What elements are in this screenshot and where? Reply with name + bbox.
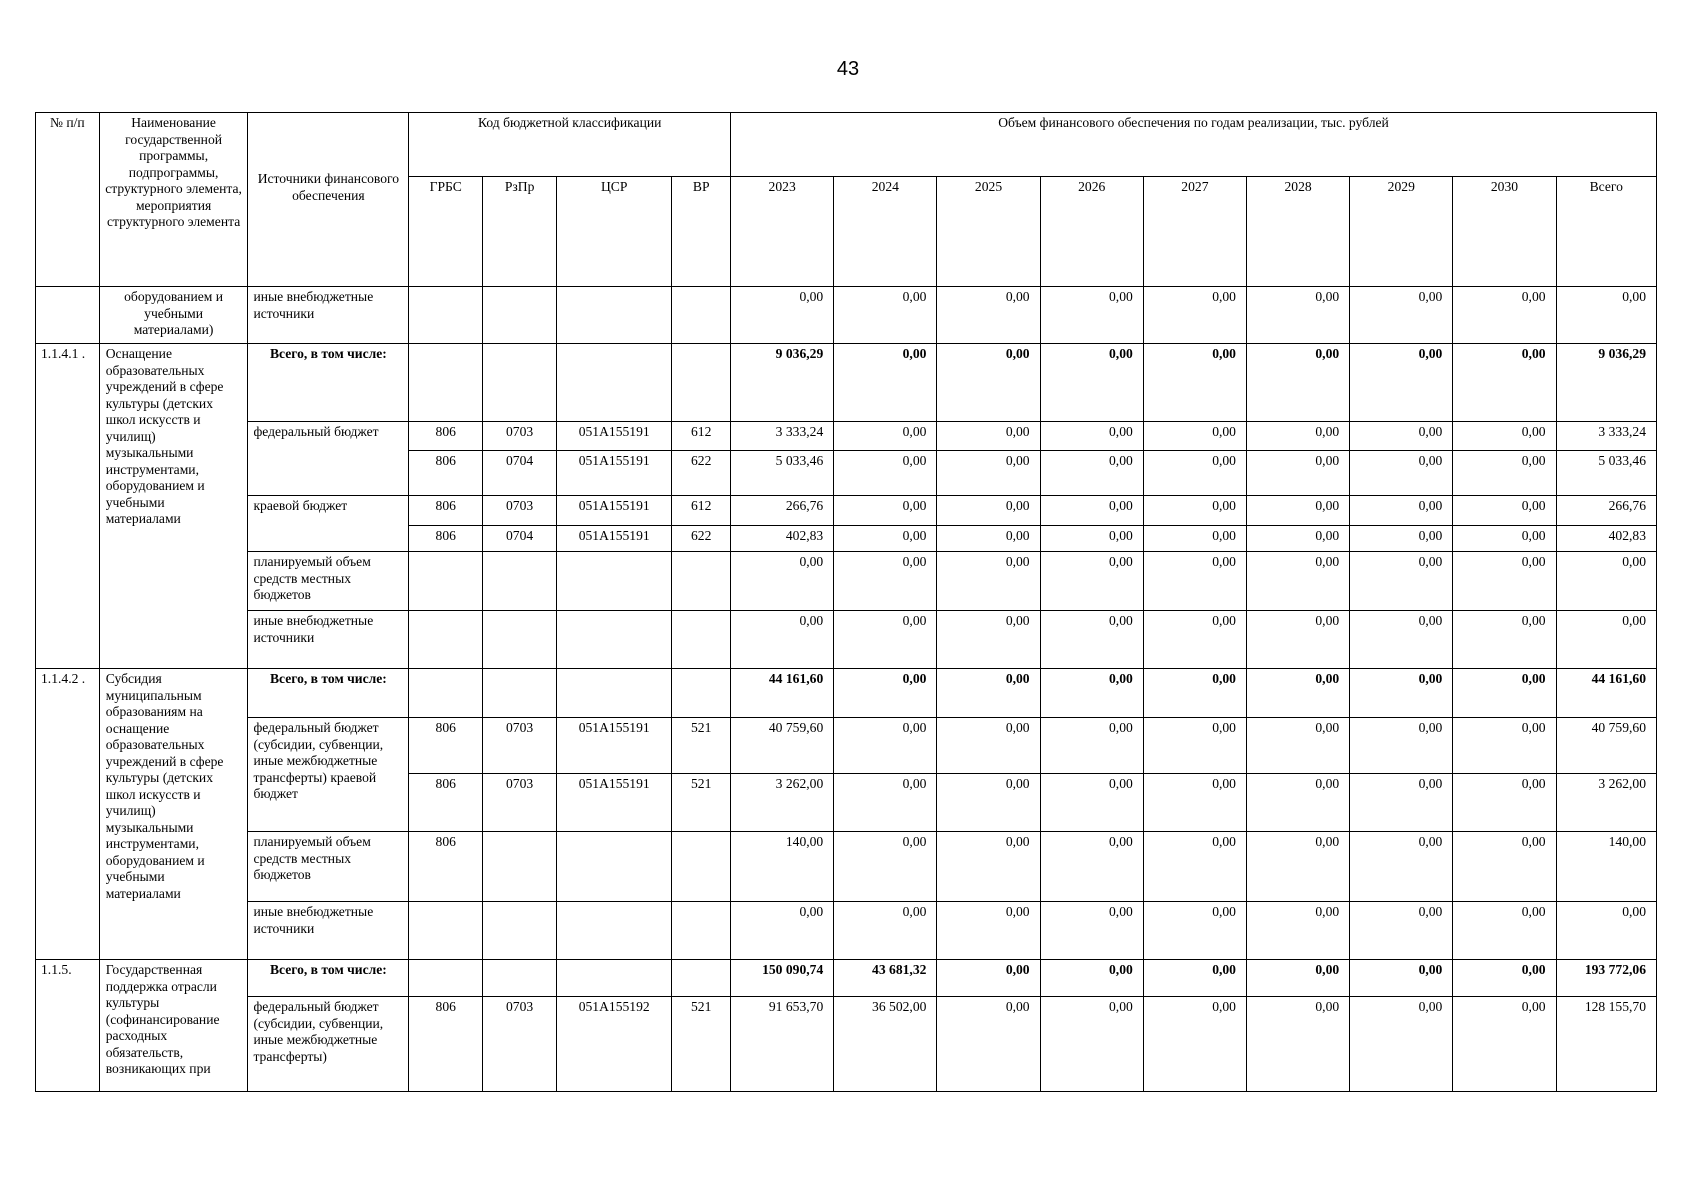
- row-source: планируемый объем средств местных бюджетов: [248, 552, 409, 611]
- value-2023: 3 262,00: [731, 774, 834, 832]
- value-2024: 0,00: [834, 344, 937, 422]
- value-2029: 0,00: [1350, 774, 1453, 832]
- value-2027: 0,00: [1143, 526, 1246, 552]
- value-2023: 5 033,46: [731, 451, 834, 496]
- row-grbs: 806: [409, 451, 483, 496]
- value-2025: 0,00: [937, 344, 1040, 422]
- value-2026: 0,00: [1040, 669, 1143, 718]
- value-2028: 0,00: [1246, 669, 1349, 718]
- value-2028: 0,00: [1246, 422, 1349, 451]
- row-source: федеральный бюджет: [248, 422, 409, 496]
- row-rzpr: 0704: [483, 526, 557, 552]
- value-2026: 0,00: [1040, 526, 1143, 552]
- row-grbs: 806: [409, 997, 483, 1092]
- value-2030: 0,00: [1453, 552, 1556, 611]
- row-grbs: [409, 287, 483, 344]
- value-2028: 0,00: [1246, 774, 1349, 832]
- row-rzpr: [483, 960, 557, 997]
- value-2024: 36 502,00: [834, 997, 937, 1092]
- row-vr: 612: [672, 496, 731, 526]
- row-name: Оснащение образовательных учреждений в сфере культуры (детских школ искусств и училищ) музыкальными инструментами, оборудованием и учебными материалами: [99, 344, 248, 669]
- row-csr: 051A155192: [557, 997, 672, 1092]
- row-source: федеральный бюджет (субсидии, субвенции, иные межбюджетные трансферты): [248, 997, 409, 1092]
- value-2028: 0,00: [1246, 287, 1349, 344]
- value-2026: 0,00: [1040, 344, 1143, 422]
- row-name: Субсидия муниципальным образованиям на оснащение образовательных учреждений в сфере культуры (детских школ искусств и училищ) музыкальными инструментами, оборудованием и учебными материалами: [99, 669, 248, 960]
- row-grbs: 806: [409, 718, 483, 774]
- row-rzpr: [483, 344, 557, 422]
- row-csr: [557, 611, 672, 669]
- row-grbs: 806: [409, 496, 483, 526]
- value-2030: 0,00: [1453, 496, 1556, 526]
- table-row: [36, 496, 1657, 526]
- value-2028: 0,00: [1246, 496, 1349, 526]
- value-2024: 0,00: [834, 774, 937, 832]
- value-2027: 0,00: [1143, 496, 1246, 526]
- value-2027: 0,00: [1143, 902, 1246, 960]
- row-csr: 051A155191: [557, 422, 672, 451]
- row-rzpr: 0703: [483, 997, 557, 1092]
- row-rzpr: [483, 287, 557, 344]
- value-2024: 0,00: [834, 526, 937, 552]
- row-number: 1.1.4.2 .: [36, 669, 100, 960]
- value-2025: 0,00: [937, 774, 1040, 832]
- value-2025: 0,00: [937, 997, 1040, 1092]
- row-rzpr: [483, 611, 557, 669]
- value-2026: 0,00: [1040, 422, 1143, 451]
- value-total: 5 033,46: [1556, 451, 1656, 496]
- value-total: 140,00: [1556, 832, 1656, 902]
- value-2025: 0,00: [937, 496, 1040, 526]
- value-2028: 0,00: [1246, 960, 1349, 997]
- value-2025: 0,00: [937, 611, 1040, 669]
- value-2030: 0,00: [1453, 774, 1556, 832]
- value-2026: 0,00: [1040, 287, 1143, 344]
- row-grbs: [409, 611, 483, 669]
- row-vr: [672, 344, 731, 422]
- value-2030: 0,00: [1453, 422, 1556, 451]
- value-2024: 0,00: [834, 902, 937, 960]
- value-2027: 0,00: [1143, 960, 1246, 997]
- row-source: Всего, в том числе:: [248, 960, 409, 997]
- value-2025: 0,00: [937, 422, 1040, 451]
- header-year-2026: 2026: [1040, 177, 1143, 287]
- row-rzpr: [483, 832, 557, 902]
- value-total: 0,00: [1556, 902, 1656, 960]
- value-2023: 402,83: [731, 526, 834, 552]
- value-2028: 0,00: [1246, 526, 1349, 552]
- row-grbs: 806: [409, 832, 483, 902]
- value-2025: 0,00: [937, 902, 1040, 960]
- header-grbs: ГРБС: [409, 177, 483, 287]
- row-vr: [672, 669, 731, 718]
- table-row: [36, 902, 1657, 960]
- table-row: [36, 832, 1657, 902]
- row-source: иные внебюджетные источники: [248, 902, 409, 960]
- table-row: [36, 552, 1657, 611]
- value-2024: 0,00: [834, 718, 937, 774]
- value-2030: 0,00: [1453, 960, 1556, 997]
- header-row-1: [36, 113, 1657, 177]
- value-2029: 0,00: [1350, 526, 1453, 552]
- row-vr: 622: [672, 451, 731, 496]
- value-2024: 0,00: [834, 611, 937, 669]
- value-2025: 0,00: [937, 552, 1040, 611]
- row-vr: 622: [672, 526, 731, 552]
- row-csr: 051A155191: [557, 718, 672, 774]
- header-csr: ЦСР: [557, 177, 672, 287]
- header-code-group: Код бюджетной классификации: [409, 113, 731, 177]
- value-2023: 140,00: [731, 832, 834, 902]
- table-row: [36, 611, 1657, 669]
- value-2029: 0,00: [1350, 344, 1453, 422]
- table-row: [36, 422, 1657, 451]
- value-2029: 0,00: [1350, 611, 1453, 669]
- row-number: 1.1.4.1 .: [36, 344, 100, 669]
- value-2029: 0,00: [1350, 552, 1453, 611]
- row-csr: [557, 287, 672, 344]
- value-2026: 0,00: [1040, 832, 1143, 902]
- value-2026: 0,00: [1040, 960, 1143, 997]
- row-grbs: [409, 344, 483, 422]
- value-2028: 0,00: [1246, 451, 1349, 496]
- row-name: Государственная поддержка отрасли культуры (софинансирование расходных обязательств, возникающих при: [99, 960, 248, 1092]
- row-source: иные внебюджетные источники: [248, 287, 409, 344]
- row-grbs: [409, 960, 483, 997]
- value-2025: 0,00: [937, 451, 1040, 496]
- value-2028: 0,00: [1246, 611, 1349, 669]
- header-name: Наименование государственной программы, подпрограммы, структурного элемента, мероприятия структурного элемента: [99, 113, 248, 287]
- value-total: 0,00: [1556, 552, 1656, 611]
- value-2029: 0,00: [1350, 902, 1453, 960]
- row-source: федеральный бюджет (субсидии, субвенции, иные межбюджетные трансферты) краевой бюджет: [248, 718, 409, 832]
- value-total: 3 262,00: [1556, 774, 1656, 832]
- header-year-2027: 2027: [1143, 177, 1246, 287]
- value-2026: 0,00: [1040, 552, 1143, 611]
- value-2026: 0,00: [1040, 496, 1143, 526]
- row-rzpr: [483, 669, 557, 718]
- value-2026: 0,00: [1040, 774, 1143, 832]
- value-2029: 0,00: [1350, 669, 1453, 718]
- header-vr: ВР: [672, 177, 731, 287]
- value-2027: 0,00: [1143, 718, 1246, 774]
- value-2028: 0,00: [1246, 718, 1349, 774]
- row-rzpr: [483, 902, 557, 960]
- row-vr: [672, 832, 731, 902]
- header-total: Всего: [1556, 177, 1656, 287]
- value-2024: 0,00: [834, 832, 937, 902]
- value-2026: 0,00: [1040, 718, 1143, 774]
- row-vr: [672, 552, 731, 611]
- header-rzpr: РзПр: [483, 177, 557, 287]
- value-2027: 0,00: [1143, 287, 1246, 344]
- value-2024: 0,00: [834, 422, 937, 451]
- value-2029: 0,00: [1350, 287, 1453, 344]
- header-year-2023: 2023: [731, 177, 834, 287]
- value-2028: 0,00: [1246, 997, 1349, 1092]
- value-total: 3 333,24: [1556, 422, 1656, 451]
- value-2025: 0,00: [937, 287, 1040, 344]
- value-2023: 0,00: [731, 287, 834, 344]
- value-2029: 0,00: [1350, 832, 1453, 902]
- value-2028: 0,00: [1246, 344, 1349, 422]
- value-2026: 0,00: [1040, 611, 1143, 669]
- value-total: 266,76: [1556, 496, 1656, 526]
- row-csr: 051A155191: [557, 774, 672, 832]
- value-2025: 0,00: [937, 669, 1040, 718]
- value-total: 0,00: [1556, 287, 1656, 344]
- value-2029: 0,00: [1350, 496, 1453, 526]
- table-row: [36, 997, 1657, 1092]
- row-number: 1.1.5.: [36, 960, 100, 1092]
- value-2023: 150 090,74: [731, 960, 834, 997]
- value-2024: 0,00: [834, 451, 937, 496]
- header-year-2028: 2028: [1246, 177, 1349, 287]
- row-rzpr: 0703: [483, 496, 557, 526]
- row-rzpr: [483, 552, 557, 611]
- row-csr: [557, 669, 672, 718]
- header-year-2029: 2029: [1350, 177, 1453, 287]
- value-2030: 0,00: [1453, 451, 1556, 496]
- value-2024: 0,00: [834, 552, 937, 611]
- header-source: Источники финансового обеспечения: [248, 113, 409, 287]
- row-vr: [672, 960, 731, 997]
- row-number: [36, 287, 100, 344]
- value-total: 193 772,06: [1556, 960, 1656, 997]
- row-csr: [557, 832, 672, 902]
- row-rzpr: 0703: [483, 422, 557, 451]
- header-num: № п/п: [36, 113, 100, 287]
- value-2027: 0,00: [1143, 552, 1246, 611]
- value-2025: 0,00: [937, 832, 1040, 902]
- value-2030: 0,00: [1453, 611, 1556, 669]
- value-2025: 0,00: [937, 526, 1040, 552]
- value-2024: 0,00: [834, 669, 937, 718]
- row-grbs: 806: [409, 526, 483, 552]
- row-vr: [672, 287, 731, 344]
- header-year-2030: 2030: [1453, 177, 1556, 287]
- row-csr: 051A155191: [557, 526, 672, 552]
- row-csr: [557, 960, 672, 997]
- value-2028: 0,00: [1246, 832, 1349, 902]
- row-grbs: [409, 552, 483, 611]
- value-2030: 0,00: [1453, 287, 1556, 344]
- row-vr: 521: [672, 774, 731, 832]
- value-2030: 0,00: [1453, 718, 1556, 774]
- row-rzpr: 0704: [483, 451, 557, 496]
- value-2030: 0,00: [1453, 997, 1556, 1092]
- row-vr: [672, 611, 731, 669]
- row-csr: 051A155191: [557, 496, 672, 526]
- table-row: [36, 960, 1657, 997]
- value-2029: 0,00: [1350, 997, 1453, 1092]
- value-2030: 0,00: [1453, 344, 1556, 422]
- value-total: 402,83: [1556, 526, 1656, 552]
- value-2027: 0,00: [1143, 997, 1246, 1092]
- value-2028: 0,00: [1246, 552, 1349, 611]
- value-2027: 0,00: [1143, 451, 1246, 496]
- value-2026: 0,00: [1040, 451, 1143, 496]
- row-source: Всего, в том числе:: [248, 344, 409, 422]
- row-csr: [557, 344, 672, 422]
- value-2030: 0,00: [1453, 669, 1556, 718]
- value-2023: 40 759,60: [731, 718, 834, 774]
- value-2027: 0,00: [1143, 832, 1246, 902]
- value-2026: 0,00: [1040, 997, 1143, 1092]
- value-2029: 0,00: [1350, 960, 1453, 997]
- value-total: 9 036,29: [1556, 344, 1656, 422]
- value-total: 40 759,60: [1556, 718, 1656, 774]
- value-2023: 44 161,60: [731, 669, 834, 718]
- row-source: иные внебюджетные источники: [248, 611, 409, 669]
- table-row: [36, 718, 1657, 774]
- table-row: [36, 287, 1657, 344]
- value-total: 128 155,70: [1556, 997, 1656, 1092]
- row-vr: 521: [672, 718, 731, 774]
- row-vr: [672, 902, 731, 960]
- value-2029: 0,00: [1350, 718, 1453, 774]
- value-2028: 0,00: [1246, 902, 1349, 960]
- row-csr: [557, 552, 672, 611]
- header-year-2024: 2024: [834, 177, 937, 287]
- table-row: [36, 344, 1657, 422]
- header-volume-group: Объем финансового обеспечения по годам реализации, тыс. рублей: [731, 113, 1657, 177]
- value-2024: 43 681,32: [834, 960, 937, 997]
- value-2029: 0,00: [1350, 422, 1453, 451]
- value-2025: 0,00: [937, 960, 1040, 997]
- header-year-2025: 2025: [937, 177, 1040, 287]
- row-rzpr: 0703: [483, 774, 557, 832]
- page-number: 43: [836, 58, 860, 80]
- value-2023: 0,00: [731, 902, 834, 960]
- row-grbs: [409, 669, 483, 718]
- budget-table: [35, 112, 1657, 1092]
- row-source: Всего, в том числе:: [248, 669, 409, 718]
- value-total: 0,00: [1556, 611, 1656, 669]
- value-2024: 0,00: [834, 496, 937, 526]
- value-2027: 0,00: [1143, 344, 1246, 422]
- row-vr: 612: [672, 422, 731, 451]
- value-2030: 0,00: [1453, 832, 1556, 902]
- value-2027: 0,00: [1143, 422, 1246, 451]
- row-name: оборудованием и учебными материалами): [99, 287, 248, 344]
- value-2023: 266,76: [731, 496, 834, 526]
- row-csr: [557, 902, 672, 960]
- value-2029: 0,00: [1350, 451, 1453, 496]
- value-2023: 91 653,70: [731, 997, 834, 1092]
- value-2023: 0,00: [731, 552, 834, 611]
- value-2027: 0,00: [1143, 774, 1246, 832]
- value-2030: 0,00: [1453, 902, 1556, 960]
- row-grbs: 806: [409, 422, 483, 451]
- value-2025: 0,00: [937, 718, 1040, 774]
- value-2027: 0,00: [1143, 669, 1246, 718]
- row-csr: 051A155191: [557, 451, 672, 496]
- value-total: 44 161,60: [1556, 669, 1656, 718]
- value-2026: 0,00: [1040, 902, 1143, 960]
- row-rzpr: 0703: [483, 718, 557, 774]
- row-grbs: 806: [409, 774, 483, 832]
- value-2027: 0,00: [1143, 611, 1246, 669]
- row-source: планируемый объем средств местных бюджетов: [248, 832, 409, 902]
- value-2023: 3 333,24: [731, 422, 834, 451]
- value-2023: 0,00: [731, 611, 834, 669]
- value-2030: 0,00: [1453, 526, 1556, 552]
- value-2024: 0,00: [834, 287, 937, 344]
- row-grbs: [409, 902, 483, 960]
- table-row: [36, 669, 1657, 718]
- row-vr: 521: [672, 997, 731, 1092]
- value-2023: 9 036,29: [731, 344, 834, 422]
- row-source: краевой бюджет: [248, 496, 409, 552]
